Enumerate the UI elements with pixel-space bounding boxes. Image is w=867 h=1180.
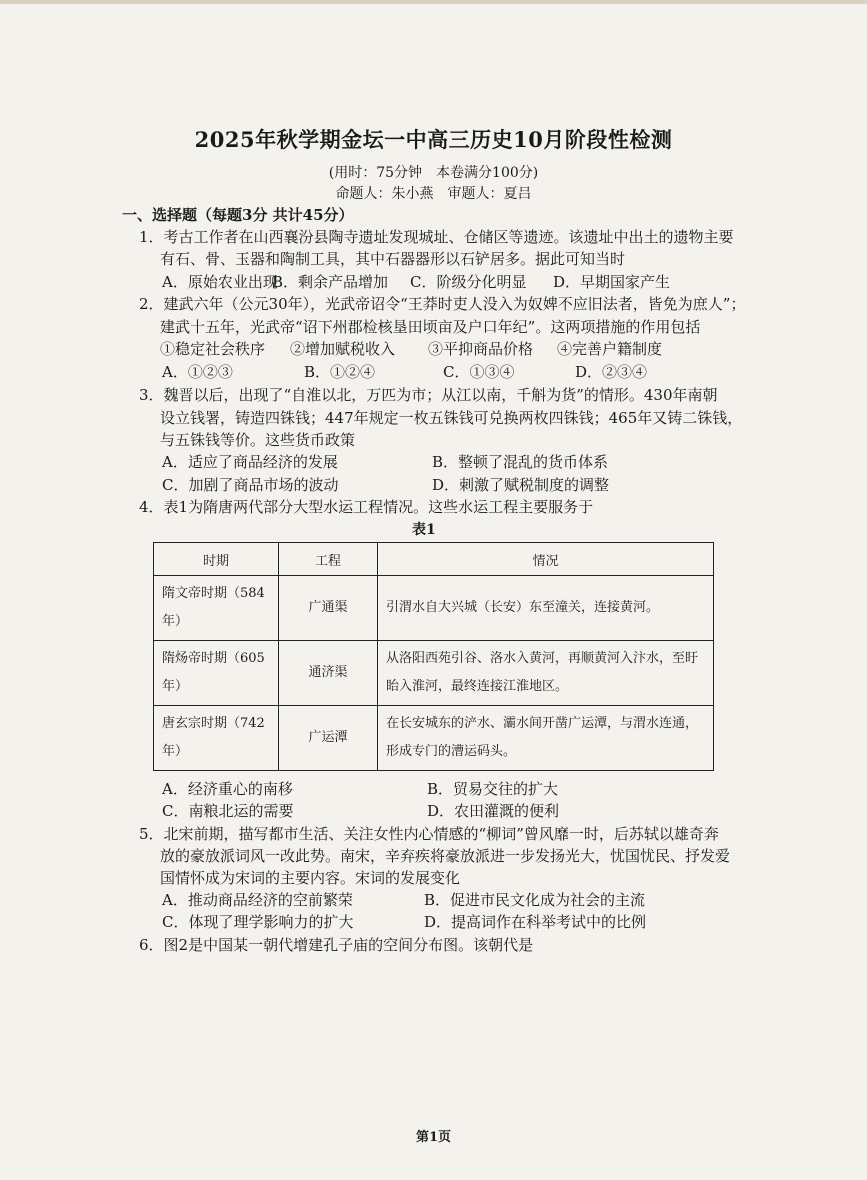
table-header-row [154,543,714,576]
q2-option-c[interactable]: C．①③④ [443,363,515,381]
q1-option-c[interactable]: C．阶级分化明显 [410,273,527,291]
table-cell-project: 广通渠 [279,576,378,641]
waterway-table [153,542,714,771]
q1-option-d[interactable]: D．早期国家产生 [553,273,671,291]
q2-item-3: ③平抑商品价格 [428,340,534,358]
q1-line-2: 有石、骨、玉器和陶制工具，其中石器器形以石铲居多。据此可知当时 [160,250,626,268]
q6-line-1: 6．图2是中国某一朝代增建孔子庙的空间分布图。该朝代是 [139,936,534,954]
q5-option-c[interactable]: C．体现了理学影响力的扩大 [162,913,354,931]
table-row [154,706,714,771]
q3-line-2: 设立钱署，铸造四铢钱；447年规定一枚五铢钱可兑换两枚四铢钱；465年又铸二铢钱， [160,409,743,427]
q2-item-1: ①稳定社会秩序 [160,340,266,358]
q2-line-2: 建武十五年，光武帝“诏下州郡检核垦田顷亩及户口年纪”。这两项措施的作用包括 [160,318,701,336]
table-header-project: 工程 [279,543,378,576]
table-cell-details: 在长安城东的浐水、灞水间开凿广运潭，与渭水连通，形成专门的漕运码头。 [378,706,714,771]
page-number: 第1页 [415,1130,452,1145]
q4-option-b[interactable]: B．贸易交往的扩大 [427,780,559,798]
q3-option-a[interactable]: A．适应了商品经济的发展 [162,453,338,471]
table-cell-period: 隋文帝时期（584年） [154,576,279,641]
q1-line-1: 1．考古工作者在山西襄汾县陶寺遗址发现城址、仓储区等遗迹。该遗址中出土的遗物主要 [139,228,734,246]
q5-option-a[interactable]: A．推动商品经济的空前繁荣 [162,891,353,909]
q2-item-2: ②增加赋税收入 [290,340,396,358]
q4-option-d[interactable]: D．农田灌溉的便利 [427,802,560,820]
q1-option-b[interactable]: B．剩余产品增加 [272,273,389,291]
table-caption: 表1 [412,522,436,538]
exam-authors: 命题人：朱小燕 审题人：夏吕 [335,186,532,202]
q4-line-1: 4．表1为隋唐两代部分大型水运工程情况。这些水运工程主要服务于 [139,498,594,516]
q2-line-1: 2．建武六年（公元30年），光武帝诏令“王莽时吏人没入为奴婢不应旧法者，皆免为庶人”； [139,295,746,313]
section-heading: 一、选择题（每题3分 共计45分） [122,206,354,224]
q2-option-b[interactable]: B．①②④ [304,363,376,381]
q3-line-3: 与五铢钱等价。这些货币政策 [160,431,356,449]
q2-option-d[interactable]: D．②③④ [575,363,648,381]
table-cell-details: 引渭水自大兴城（长安）东至潼关，连接黄河。 [378,576,714,641]
table-row [154,641,714,706]
q4-option-a[interactable]: A．经济重心的南移 [162,780,293,798]
q2-option-a[interactable]: A．①②③ [162,363,233,381]
table-cell-project: 广运潭 [279,706,378,771]
exam-title: 2025年秋学期金坛一中高三历史10月阶段性检测 [194,127,673,152]
q2-item-4: ④完善户籍制度 [557,340,663,358]
table-row [154,576,714,641]
q4-option-c[interactable]: C．南粮北运的需要 [162,802,294,820]
q3-option-d[interactable]: D．刺激了赋税制度的调整 [432,476,610,494]
q1-option-a[interactable]: A．原始农业出现 [162,273,278,291]
table-cell-period: 唐玄宗时期（742年） [154,706,279,771]
q5-option-d[interactable]: D．提高词作在科举考试中的比例 [424,913,647,931]
q5-line-3: 国情怀成为宋词的主要内容。宋词的发展变化 [160,869,461,887]
table-header-period: 时期 [154,543,279,576]
q5-option-b[interactable]: B．促进市民文化成为社会的主流 [424,891,646,909]
q5-line-2: 放的豪放派词风一改此势。南宋，辛弃疾将豪放派进一步发扬光大，忧国忧民、抒发爱 [160,847,731,865]
table-cell-details: 从洛阳西苑引谷、洛水入黄河，再顺黄河入汴水，至盱眙入淮河，最终连接江淮地区。 [378,641,714,706]
q3-option-b[interactable]: B．整顿了混乱的货币体系 [432,453,609,471]
table-header-details: 情况 [378,543,714,576]
q3-option-c[interactable]: C．加剧了商品市场的波动 [162,476,339,494]
table-cell-period: 隋炀帝时期（605年） [154,641,279,706]
exam-time-score: (用时：75分钟 本卷满分100分) [328,165,539,181]
q3-line-1: 3．魏晋以后，出现了“自淮以北，万匹为市；从江以南，千斛为货”的情形。430年南朝 [139,386,718,404]
q5-line-1: 5．北宋前期，描写都市生活、关注女性内心情感的“柳词”曾风靡一时，后苏轼以雄奇奔 [139,825,719,843]
scan-top-edge [0,0,867,4]
table-cell-project: 通济渠 [279,641,378,706]
